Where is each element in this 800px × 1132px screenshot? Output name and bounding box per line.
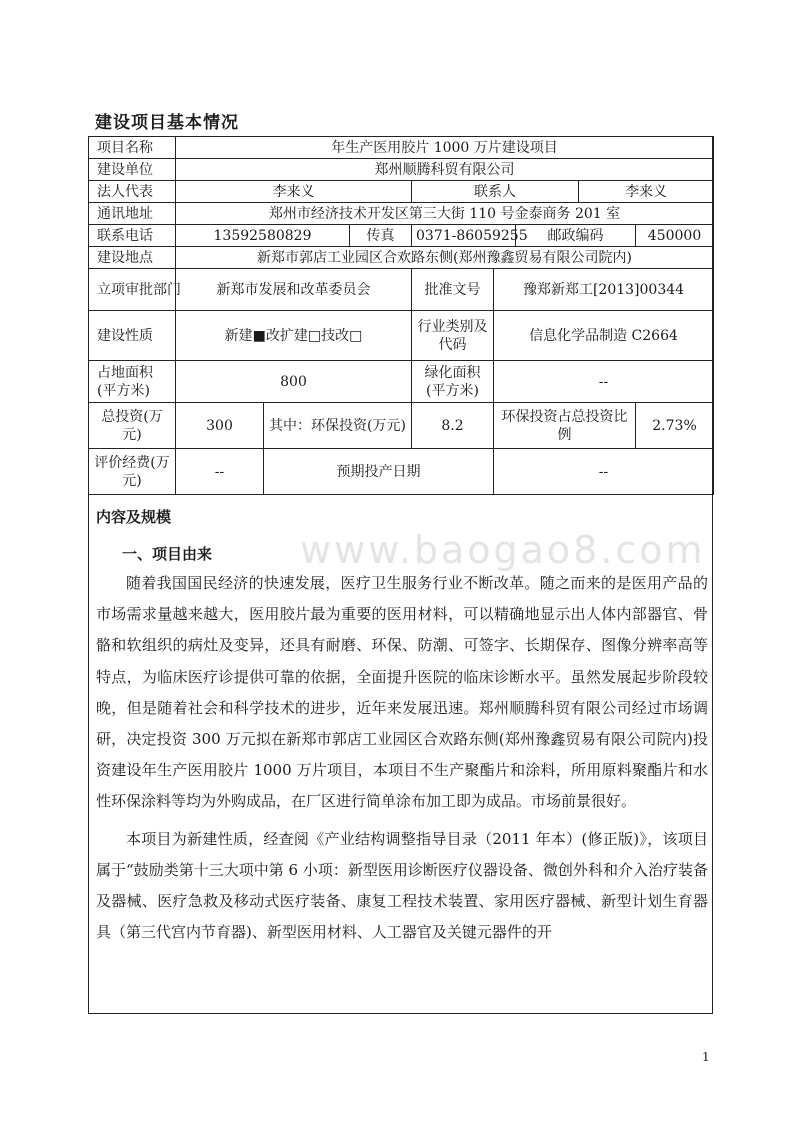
production-date-value: --	[494, 449, 714, 495]
address-value: 郑州市经济技术开发区第三大街 110 号金泰商务 201 室	[176, 203, 714, 225]
area-value: 800	[176, 361, 412, 403]
project-name-label: 项目名称	[89, 137, 176, 159]
table-row	[89, 247, 714, 269]
content-title: 内容及规模	[96, 508, 172, 526]
phone-label: 联系电话	[89, 225, 176, 247]
page-number: 1	[702, 1050, 710, 1064]
content-subtitle: 一、项目由来	[122, 545, 213, 563]
contact-label: 联系人	[412, 181, 579, 203]
nature-label: 建设性质	[89, 311, 176, 361]
table-row	[89, 159, 714, 181]
legal-rep-value: 李来义	[176, 181, 412, 203]
industry-value: 信息化学品制造 C2664	[494, 311, 714, 361]
builder-value: 郑州顺腾科贸有限公司	[176, 159, 714, 181]
project-name-value: 年生产医用胶片 1000 万片建设项目	[176, 137, 714, 159]
zip-label: 邮政编码	[516, 225, 636, 247]
table-row	[89, 449, 714, 495]
table-row	[89, 361, 714, 403]
address-label: 通讯地址	[89, 203, 176, 225]
table-row	[89, 269, 714, 311]
paragraph: 本项目为新建性质，经查阅《产业结构调整指导目录（2011 年本）(修正版)》，该项目属于“鼓励类第十三大项中第 6 小项：新型医用诊断医疗仪器设备、微创外科和介入治疗装备及器械、医疗急救及移动式医疗装备、康复工程技术装置、家用医疗器械、新型计划生育器具（第三代宫内节育器)、新型医用材料、人工器官及关键元器件的开	[96, 829, 708, 942]
legal-rep-label: 法人代表	[89, 181, 176, 203]
ratio-value: 2.73%	[636, 403, 714, 449]
production-date-label: 预期投产日期	[264, 449, 494, 495]
watermark: www.baogao8.com	[300, 528, 706, 572]
green-value: --	[494, 361, 714, 403]
site-label: 建设地点	[89, 247, 176, 269]
approval-doc-label: 批准文号	[412, 269, 494, 311]
page-title: 建设项目基本情况	[95, 113, 239, 133]
contact-value: 李来义	[579, 181, 714, 203]
fax-label: 传真	[350, 225, 412, 247]
env-invest-label: 其中：环保投资(万元)	[264, 403, 412, 449]
ratio-label: 环保投资占总投资比例	[494, 403, 636, 449]
table-row	[89, 181, 714, 203]
table-row	[89, 311, 714, 361]
industry-label: 行业类别及代码	[412, 311, 494, 361]
project-info-table	[88, 136, 714, 495]
zip-value: 450000	[636, 225, 714, 247]
evaluation-value: --	[176, 449, 264, 495]
fax-value: 0371-86059255	[412, 225, 516, 247]
table-row	[89, 203, 714, 225]
approval-label: 立项审批部门	[89, 269, 176, 311]
builder-label: 建设单位	[89, 159, 176, 181]
table-row	[89, 225, 714, 247]
table-row	[89, 403, 714, 449]
site-value: 新郑市郭店工业园区合欢路东侧(郑州豫鑫贸易有限公司院内)	[176, 247, 714, 269]
phone-value: 13592580829	[176, 225, 350, 247]
area-label: 占地面积(平方米)	[89, 361, 176, 403]
env-invest-value: 8.2	[412, 403, 494, 449]
investment-label: 总投资(万元)	[89, 403, 176, 449]
table-row	[89, 137, 714, 159]
investment-value: 300	[176, 403, 264, 449]
evaluation-label: 评价经费(万元)	[89, 449, 176, 495]
nature-value: 新建■改扩建□技改□	[176, 311, 412, 361]
green-label: 绿化面积(平方米)	[412, 361, 494, 403]
paragraph: 随着我国国民经济的快速发展，医疗卫生服务行业不断改革。随之而来的是医用产品的市场需求量越来越大，医用胶片最为重要的医用材料，可以精确地显示出人体内部器官、骨骼和软组织的病灶及变异，还具有耐磨、环保、防潮、可签字、长期保存、图像分辨率高等特点，为临床医疗诊提供可靠的依据，全面提升医院的临床诊断水平。虽然发展起步阶段较晚，但是随着社会和科学技术的进步，近年来发展迅速。郑州顺腾科贸有限公司经过市场调研，决定投资 300 万元拟在新郑市郭店工业园区合欢路东侧(郑州豫鑫贸易有限公司院内)投资建设年生产医用胶片 1000 万片项目，本项目不生产聚酯片和涂料，所用原料聚酯片和水性环保涂料等均为外购成品，在厂区进行简单涂布加工即为成品。市场前景很好。	[96, 574, 708, 811]
approval-value: 新郑市发展和改革委员会	[176, 269, 412, 311]
approval-doc-value: 豫郑新郑工[2013]00344	[494, 269, 714, 311]
content-section	[96, 506, 708, 948]
